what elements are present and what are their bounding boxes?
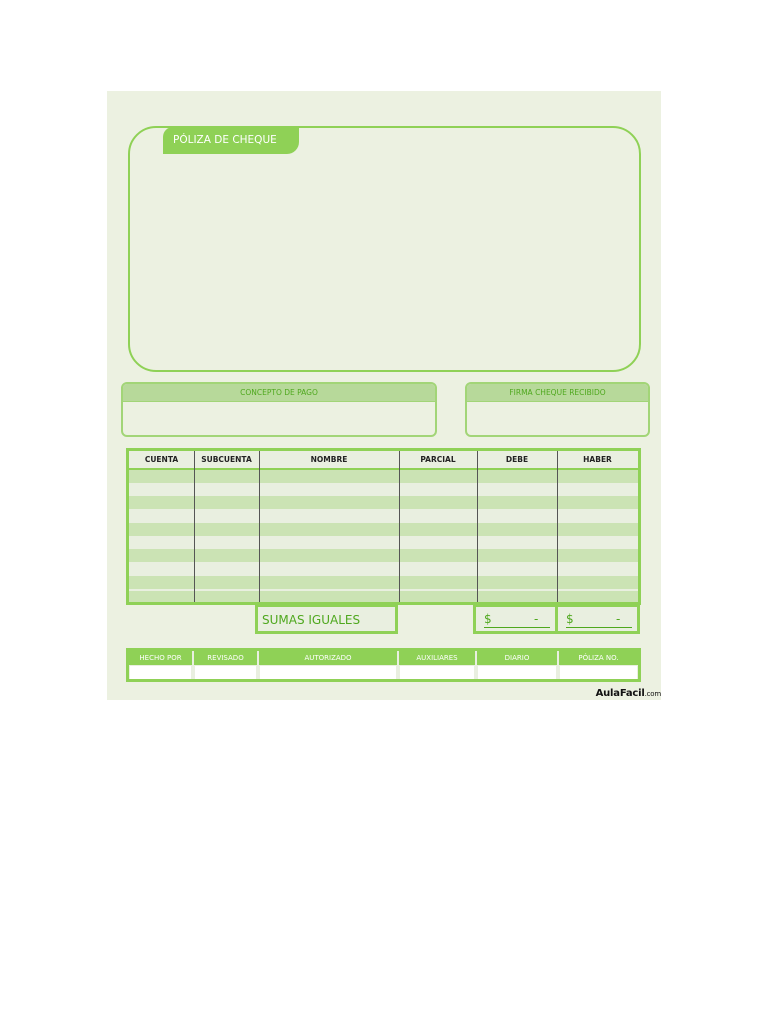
column-divider [477, 451, 478, 602]
haber-total-value: - [616, 612, 621, 626]
column-divider [557, 451, 558, 602]
sumas-iguales-box [255, 604, 398, 634]
concepto-de-pago-label: CONCEPTO DE PAGO [123, 384, 435, 402]
column-header-subcuenta: SUBCUENTA [201, 455, 252, 464]
debe-total-value: - [534, 612, 539, 626]
cheque-area [128, 126, 641, 372]
table-row[interactable] [129, 576, 638, 589]
table-row[interactable] [129, 496, 638, 509]
column-header-cuenta: CUENTA [144, 455, 179, 464]
firma-cheque-recibido-box[interactable] [465, 382, 650, 437]
column-header-parcial: PARCIAL [420, 455, 456, 464]
footer-label-autorizado: AUTORIZADO [259, 651, 397, 665]
debe-currency: $ [484, 612, 492, 626]
form-title: PÓLIZA DE CHEQUE [163, 127, 299, 154]
column-header-debe: DEBE [505, 455, 529, 464]
table-row[interactable] [129, 470, 638, 483]
haber-total-field[interactable] [555, 604, 640, 634]
column-divider [194, 451, 195, 602]
diario-field[interactable] [478, 666, 556, 679]
autorizado-field[interactable] [260, 666, 396, 679]
accounting-table [126, 448, 641, 605]
firma-cheque-recibido-label: FIRMA CHEQUE RECIBIDO [467, 384, 648, 402]
haber-underline [566, 627, 632, 628]
column-divider [259, 451, 260, 602]
brand-suffix: .com [644, 690, 661, 698]
footer-label-diario: DIARIO [477, 651, 557, 665]
table-row[interactable] [129, 523, 638, 536]
footer-label-hecho-por: HECHO POR [129, 651, 192, 665]
haber-currency: $ [566, 612, 574, 626]
table-row[interactable] [129, 549, 638, 562]
column-divider [399, 451, 400, 602]
column-header-nombre: NOMBRE [310, 455, 348, 464]
auxiliares-field[interactable] [400, 666, 474, 679]
table-row[interactable] [129, 591, 638, 602]
poliza-no-field[interactable] [560, 666, 637, 679]
approval-footer [126, 648, 641, 682]
brand-name: AulaFacil [595, 688, 645, 699]
revisado-field[interactable] [195, 666, 256, 679]
debe-underline [484, 627, 550, 628]
footer-label-poliza-no: PÓLIZA NO. [559, 651, 638, 665]
sumas-iguales-label: SUMAS IGUALES [262, 613, 361, 627]
footer-label-auxiliares: AUXILIARES [399, 651, 475, 665]
debe-total-field[interactable] [473, 604, 558, 634]
cheque-policy-form [107, 91, 661, 700]
footer-label-revisado: REVISADO [194, 651, 257, 665]
aulafacil-logo [587, 688, 661, 699]
hecho-por-field[interactable] [130, 666, 191, 679]
column-header-haber: HABER [583, 455, 612, 464]
concepto-de-pago-box[interactable] [121, 382, 437, 437]
